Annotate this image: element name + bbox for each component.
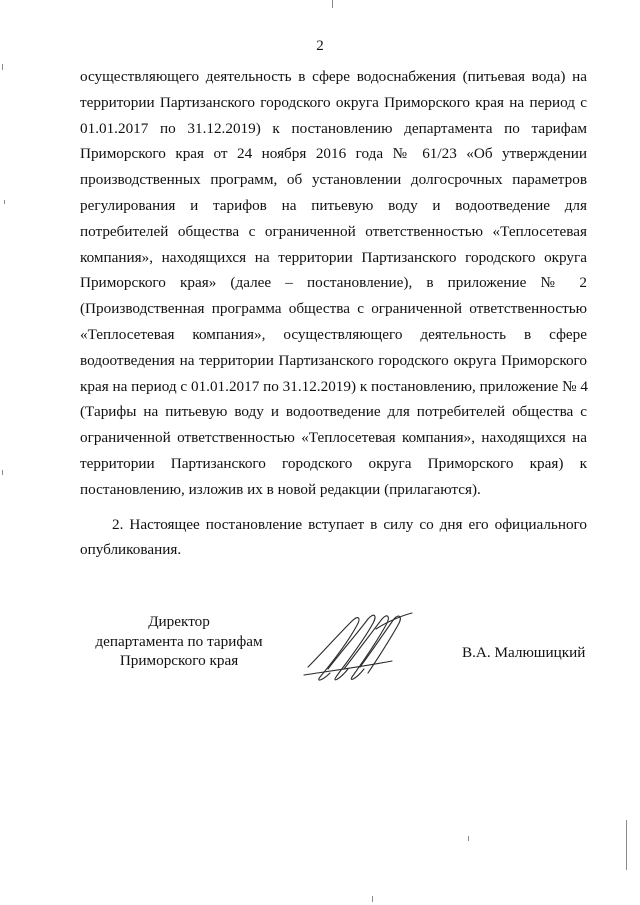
page-number: 2 xyxy=(316,38,324,54)
signatory-title-line: Директор xyxy=(148,613,210,630)
body-line: потребителей общества с ограниченной ответственностью «Теплосетевая xyxy=(80,222,587,240)
body-line: осуществляющего деятельность в сфере водоснабжения (питьевая вода) на xyxy=(80,68,587,85)
signatory-title-line: департамента по тарифам xyxy=(95,632,263,650)
handwritten-signature xyxy=(300,607,415,687)
body-line: Приморского края от 24 ноября 2016 года № 61/23 «Об утверждении xyxy=(80,145,587,163)
body-line: производственных программ, об установлении долгосрочных параметров xyxy=(80,171,587,189)
scan-artifact xyxy=(372,896,373,902)
body-line: водоотведения на территории Партизанского городского округа Приморского xyxy=(80,351,587,369)
scan-artifact xyxy=(626,820,627,870)
body-line: постановлению, изложив их в новой редакции (прилагаются). xyxy=(80,480,481,498)
body-line: ограниченной ответственностью «Теплосетевая компания», находящихся на xyxy=(80,429,587,447)
scan-artifact xyxy=(332,0,333,8)
body-line: (Тарифы на питьевую воду и водоотведение для потребителей общества с xyxy=(80,403,587,421)
signatory-title xyxy=(84,612,274,671)
scan-artifact xyxy=(4,200,5,204)
body-line: 01.01.2017 по 31.12.2019) к постановлению департамента по тарифам xyxy=(80,119,587,137)
body-line: компания», находящихся на территории Партизанского городского округа xyxy=(80,248,587,266)
body-line: территории Партизанского городского округа Приморского края) к xyxy=(80,454,587,472)
scan-artifact xyxy=(2,470,3,475)
body-line: (Производственная программа общества с ограниченной ответственностью xyxy=(80,300,587,318)
body-line: Приморского края» (далее – постановление), в приложение № 2 xyxy=(80,274,587,292)
body-text xyxy=(80,64,587,563)
scan-artifact xyxy=(468,836,469,841)
body-line: территории Партизанского городского округа Приморского края на период с xyxy=(80,93,587,111)
paragraph-2-line: опубликования. xyxy=(80,541,182,559)
body-line: «Теплосетевая компания», осуществляющего деятельность в сфере xyxy=(80,325,587,343)
paragraph-gap xyxy=(80,503,587,512)
scan-artifact xyxy=(2,64,3,70)
paragraph-2-line: 2. Настоящее постановление вступает в силу со дня его официального xyxy=(112,515,587,533)
body-line: регулирования и тарифов на питьевую воду и водоотведение для xyxy=(80,196,587,214)
signatory-name: В.А. Малюшицкий xyxy=(462,644,586,661)
body-line: края на период с 01.01.2017 по 31.12.2019) к постановлению, приложение № 4 xyxy=(80,377,588,395)
signatory-title-line: Приморского края xyxy=(119,652,239,669)
